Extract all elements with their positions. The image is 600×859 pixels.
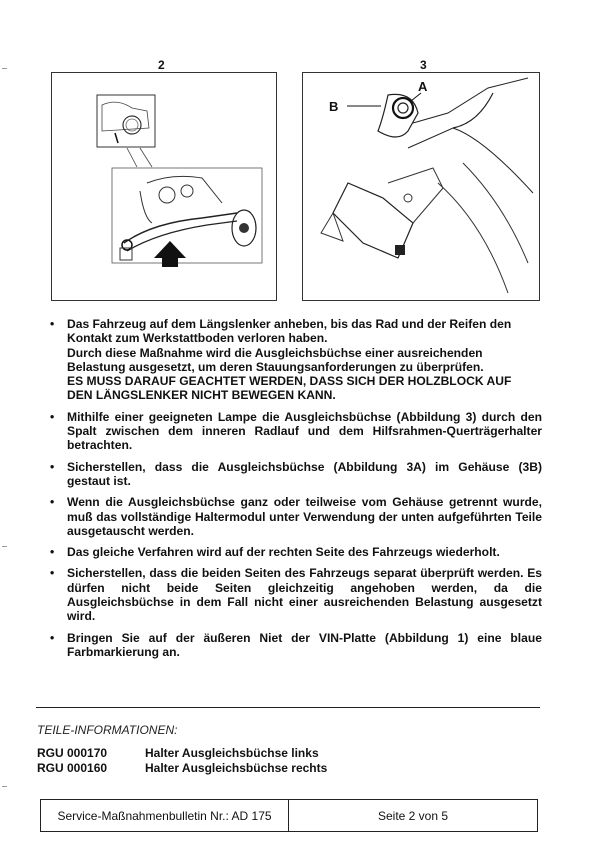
figure-3 (302, 72, 540, 301)
part-row (37, 746, 327, 761)
instruction-item (50, 410, 542, 453)
bullet-icon: • (50, 545, 55, 560)
margin-mark (2, 786, 7, 787)
instruction-line: Kontakt zum Werkstattboden verloren haben. (67, 331, 328, 346)
section-divider (36, 707, 540, 708)
instruction-text: Mithilfe einer geeigneten Lampe die Ausgleichsbüchse (Abbildung 3) durch den Spalt zwischen dem inneren Radlauf und dem Hilfsrahmen-Querträgerhalter betrachten. (67, 409, 542, 453)
part-description: Halter Ausgleichsbüchse rechts (145, 761, 328, 775)
bullet-icon: • (50, 409, 55, 424)
instruction-item (50, 545, 542, 559)
margin-mark (2, 546, 7, 547)
margin-mark (2, 68, 7, 69)
instruction-text: Bringen Sie auf der äußeren Niet der VIN-Platte (Abbildung 1) eine blaue Farbmarkierung an. (67, 630, 542, 659)
label-a: A (418, 79, 428, 94)
part-number: RGU 000170 (37, 746, 108, 760)
part-number: RGU 000160 (37, 761, 108, 775)
bullet-icon: • (50, 459, 55, 474)
instruction-item (50, 495, 542, 538)
instruction-warning: ES MUSS DARAUF GEACHTET WERDEN, DASS SICH DER HOLZBLOCK AUF (67, 374, 512, 389)
instruction-text: Sicherstellen, dass die beiden Seiten des Fahrzeugs separat überprüft werden. Es dürfen nicht beide Seiten gleichzeitig angehoben werden, da die Ausgleichsbüchse in dem Fall nicht einer ausreichenden Belastung ausgesetzt wird. (67, 566, 542, 624)
instruction-warning: DEN LÄNGSLENKER NICHT BEWEGEN KANN. (67, 388, 336, 403)
instruction-item (50, 317, 542, 403)
instruction-line: Durch diese Maßnahme wird die Ausgleichsbüchse einer ausreichenden (67, 345, 483, 360)
figure-2 (51, 72, 277, 301)
instruction-item (50, 631, 542, 660)
figure-3-number: 3 (420, 58, 427, 72)
bushing-illustration-icon (303, 73, 541, 302)
bullet-icon: • (50, 566, 55, 581)
instruction-item (50, 460, 542, 489)
instruction-text: Wenn die Ausgleichsbüchse ganz oder teilweise vom Gehäuse getrennt wurde, muß das vollständige Haltermodul unter Verwendung der unten aufgeführten Teile ausgetauscht werden. (67, 495, 542, 538)
bullet-icon: • (50, 630, 55, 645)
instruction-line: Belastung ausgesetzt, um deren Stauungsanforderungen zu überprüfen. (67, 359, 484, 374)
label-b: B (329, 99, 339, 114)
suspension-illustration-icon (52, 73, 278, 302)
instruction-list (50, 317, 542, 666)
instruction-text: Das gleiche Verfahren wird auf der rechten Seite des Fahrzeugs wiederholt. (67, 545, 500, 560)
part-row (37, 761, 327, 776)
instruction-line: Das Fahrzeug auf dem Längslenker anheben, bis das Rad und der Reifen den (67, 317, 512, 331)
page-footer (40, 799, 538, 832)
instruction-item (50, 566, 542, 623)
figure-2-number: 2 (158, 58, 165, 72)
part-description: Halter Ausgleichsbüchse links (145, 746, 319, 760)
bulletin-number: Service-Maßnahmenbulletin Nr.: AD 175 (41, 800, 289, 831)
bullet-icon: • (50, 317, 55, 331)
parts-list (37, 746, 327, 776)
parts-info-heading: TEILE-INFORMATIONEN: (37, 723, 178, 737)
bullet-icon: • (50, 495, 55, 510)
page-number: Seite 2 von 5 (377, 808, 449, 823)
instruction-text: Sicherstellen, dass die Ausgleichsbüchse (Abbildung 3A) im Gehäuse (3B) gestaut ist. (67, 459, 542, 488)
